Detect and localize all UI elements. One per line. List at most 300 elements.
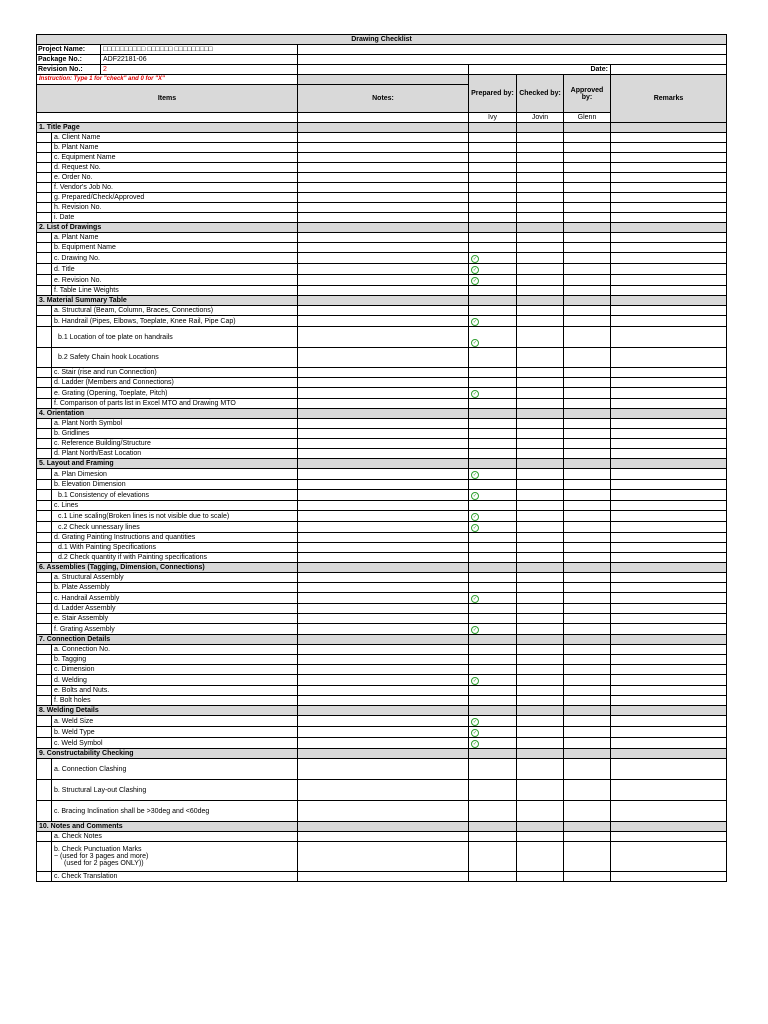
- approved-cell[interactable]: [564, 388, 611, 399]
- approved-cell[interactable]: [564, 203, 611, 213]
- checked-cell[interactable]: [517, 469, 564, 480]
- remarks-cell[interactable]: [611, 264, 727, 275]
- remarks-cell[interactable]: [611, 193, 727, 203]
- prepared-cell[interactable]: [469, 614, 517, 624]
- prepared-cell[interactable]: [469, 173, 517, 183]
- checked-cell[interactable]: [517, 533, 564, 543]
- prepared-cell[interactable]: [469, 275, 517, 286]
- checked-cell[interactable]: [517, 801, 564, 822]
- checked-cell[interactable]: [517, 183, 564, 193]
- prepared-cell[interactable]: [469, 368, 517, 378]
- prepared-cell[interactable]: [469, 183, 517, 193]
- notes-cell[interactable]: [298, 533, 469, 543]
- approved-cell[interactable]: [564, 645, 611, 655]
- remarks-cell[interactable]: [611, 233, 727, 243]
- approved-cell[interactable]: [564, 286, 611, 296]
- checked-cell[interactable]: [517, 614, 564, 624]
- remarks-cell[interactable]: [611, 780, 727, 801]
- notes-cell[interactable]: [298, 348, 469, 368]
- checked-cell[interactable]: [517, 716, 564, 727]
- notes-cell[interactable]: [298, 801, 469, 822]
- prepared-cell[interactable]: [469, 419, 517, 429]
- approved-cell[interactable]: [564, 193, 611, 203]
- checked-cell[interactable]: [517, 378, 564, 388]
- remarks-cell[interactable]: [611, 163, 727, 173]
- checked-cell[interactable]: [517, 193, 564, 203]
- checked-cell[interactable]: [517, 133, 564, 143]
- notes-cell[interactable]: [298, 832, 469, 842]
- approved-cell[interactable]: [564, 163, 611, 173]
- remarks-cell[interactable]: [611, 593, 727, 604]
- prepared-cell[interactable]: [469, 378, 517, 388]
- prepared-cell[interactable]: [469, 511, 517, 522]
- approved-cell[interactable]: [564, 153, 611, 163]
- remarks-cell[interactable]: [611, 275, 727, 286]
- item-label: f. Table Line Weights: [52, 286, 298, 296]
- notes-cell[interactable]: [298, 286, 469, 296]
- notes-cell[interactable]: [298, 675, 469, 686]
- approved-cell[interactable]: [564, 801, 611, 822]
- item-label: b. Equipment Name: [52, 243, 298, 253]
- approved-cell[interactable]: [564, 716, 611, 727]
- remarks-cell[interactable]: [611, 696, 727, 706]
- prepared-cell[interactable]: [469, 675, 517, 686]
- notes-cell[interactable]: [298, 543, 469, 553]
- checked-cell[interactable]: [517, 306, 564, 316]
- prepared-cell[interactable]: [469, 399, 517, 409]
- remarks-cell[interactable]: [611, 604, 727, 614]
- remarks-cell[interactable]: [611, 348, 727, 368]
- approved-cell[interactable]: [564, 593, 611, 604]
- checked-cell[interactable]: [517, 604, 564, 614]
- checked-cell[interactable]: [517, 624, 564, 635]
- remarks-cell[interactable]: [611, 801, 727, 822]
- item-label: a. Structural (Beam, Column, Braces, Connections): [52, 306, 298, 316]
- notes-cell[interactable]: [298, 233, 469, 243]
- checked-cell[interactable]: [517, 727, 564, 738]
- approved-cell[interactable]: [564, 511, 611, 522]
- notes-cell[interactable]: [298, 501, 469, 511]
- notes-cell[interactable]: [298, 655, 469, 665]
- remarks-cell[interactable]: [611, 727, 727, 738]
- checked-cell[interactable]: [517, 286, 564, 296]
- prepared-cell[interactable]: [469, 533, 517, 543]
- checked-cell[interactable]: [517, 429, 564, 439]
- approved-cell[interactable]: [564, 573, 611, 583]
- checked-cell[interactable]: [517, 327, 564, 348]
- approved-cell[interactable]: [564, 780, 611, 801]
- approved-cell[interactable]: [564, 686, 611, 696]
- checked-cell[interactable]: [517, 655, 564, 665]
- item-label: d.2 Check quantity if with Painting specifications: [52, 553, 298, 563]
- remarks-cell[interactable]: [611, 306, 727, 316]
- prepared-cell[interactable]: [469, 604, 517, 614]
- remarks-cell[interactable]: [611, 439, 727, 449]
- prepared-cell[interactable]: [469, 665, 517, 675]
- remarks-cell[interactable]: [611, 716, 727, 727]
- approved-cell[interactable]: [564, 439, 611, 449]
- checklist-row: [37, 183, 727, 193]
- prepared-cell[interactable]: [469, 306, 517, 316]
- remarks-cell[interactable]: [611, 511, 727, 522]
- remarks-cell[interactable]: [611, 624, 727, 635]
- checked-cell[interactable]: [517, 243, 564, 253]
- checked-cell[interactable]: [517, 399, 564, 409]
- remarks-cell[interactable]: [611, 686, 727, 696]
- checked-cell[interactable]: [517, 842, 564, 872]
- notes-cell[interactable]: [298, 645, 469, 655]
- checked-cell[interactable]: [517, 143, 564, 153]
- prepared-cell[interactable]: [469, 624, 517, 635]
- prepared-cell[interactable]: [469, 686, 517, 696]
- remarks-cell[interactable]: [611, 153, 727, 163]
- checked-cell[interactable]: [517, 675, 564, 686]
- remarks-cell[interactable]: [611, 378, 727, 388]
- checked-cell[interactable]: [517, 275, 564, 286]
- remarks-cell[interactable]: [611, 842, 727, 872]
- approved-cell[interactable]: [564, 727, 611, 738]
- checklist-row: [37, 604, 727, 614]
- prepared-cell[interactable]: [469, 872, 517, 882]
- notes-cell[interactable]: [298, 511, 469, 522]
- checked-cell[interactable]: [517, 233, 564, 243]
- checked-cell[interactable]: [517, 696, 564, 706]
- remarks-cell[interactable]: [611, 553, 727, 563]
- checked-cell[interactable]: [517, 780, 564, 801]
- prepared-cell[interactable]: [469, 655, 517, 665]
- remarks-cell[interactable]: [611, 143, 727, 153]
- approved-cell[interactable]: [564, 604, 611, 614]
- remarks-cell[interactable]: [611, 832, 727, 842]
- approved-cell[interactable]: [564, 533, 611, 543]
- checked-cell[interactable]: [517, 665, 564, 675]
- approved-cell[interactable]: [564, 696, 611, 706]
- notes-cell[interactable]: [298, 153, 469, 163]
- prepared-cell[interactable]: [469, 490, 517, 501]
- checked-cell[interactable]: [517, 264, 564, 275]
- remarks-cell[interactable]: [611, 645, 727, 655]
- notes-cell[interactable]: [298, 388, 469, 399]
- checked-cell[interactable]: [517, 501, 564, 511]
- notes-cell[interactable]: [298, 378, 469, 388]
- approved-cell[interactable]: [564, 624, 611, 635]
- prepared-cell[interactable]: [469, 153, 517, 163]
- notes-cell[interactable]: [298, 399, 469, 409]
- checked-cell[interactable]: [517, 439, 564, 449]
- remarks-cell[interactable]: [611, 614, 727, 624]
- notes-cell[interactable]: [298, 842, 469, 872]
- approved-cell[interactable]: [564, 543, 611, 553]
- checklist-row: [37, 133, 727, 143]
- prepared-cell[interactable]: [469, 801, 517, 822]
- approved-cell[interactable]: [564, 368, 611, 378]
- checked-cell[interactable]: [517, 573, 564, 583]
- remarks-cell[interactable]: [611, 665, 727, 675]
- notes-cell[interactable]: [298, 253, 469, 264]
- prepared-cell[interactable]: [469, 203, 517, 213]
- prepared-cell[interactable]: [469, 645, 517, 655]
- checked-cell[interactable]: [517, 163, 564, 173]
- approved-cell[interactable]: [564, 213, 611, 223]
- approved-cell[interactable]: [564, 264, 611, 275]
- remarks-cell[interactable]: [611, 872, 727, 882]
- checked-cell[interactable]: [517, 253, 564, 264]
- notes-cell[interactable]: [298, 553, 469, 563]
- prepared-cell[interactable]: [469, 243, 517, 253]
- remarks-cell[interactable]: [611, 522, 727, 533]
- prepared-cell[interactable]: [469, 738, 517, 749]
- checked-cell[interactable]: [517, 348, 564, 368]
- approved-cell[interactable]: [564, 553, 611, 563]
- checked-cell[interactable]: [517, 213, 564, 223]
- remarks-cell[interactable]: [611, 243, 727, 253]
- prepared-cell[interactable]: [469, 439, 517, 449]
- notes-cell[interactable]: [298, 480, 469, 490]
- prepared-cell[interactable]: [469, 133, 517, 143]
- approved-cell[interactable]: [564, 419, 611, 429]
- approved-cell[interactable]: [564, 183, 611, 193]
- checked-cell[interactable]: [517, 511, 564, 522]
- approved-cell[interactable]: [564, 173, 611, 183]
- checked-cell[interactable]: [517, 203, 564, 213]
- prepared-cell[interactable]: [469, 264, 517, 275]
- notes-cell[interactable]: [298, 759, 469, 780]
- notes-cell[interactable]: [298, 133, 469, 143]
- prepared-cell[interactable]: [469, 327, 517, 348]
- notes-cell[interactable]: [298, 306, 469, 316]
- notes-cell[interactable]: [298, 727, 469, 738]
- approved-cell[interactable]: [564, 429, 611, 439]
- checked-cell[interactable]: [517, 553, 564, 563]
- remarks-cell[interactable]: [611, 388, 727, 399]
- checked-cell[interactable]: [517, 738, 564, 749]
- approved-cell[interactable]: [564, 490, 611, 501]
- approved-by-name[interactable]: Glenn: [564, 113, 611, 123]
- remarks-cell[interactable]: [611, 655, 727, 665]
- approved-cell[interactable]: [564, 583, 611, 593]
- revision-value[interactable]: 2: [103, 66, 107, 73]
- notes-cell[interactable]: [298, 183, 469, 193]
- prepared-cell[interactable]: [469, 316, 517, 327]
- notes-cell[interactable]: [298, 449, 469, 459]
- checked-cell[interactable]: [517, 490, 564, 501]
- notes-cell[interactable]: [298, 143, 469, 153]
- remarks-cell[interactable]: [611, 738, 727, 749]
- prepared-cell[interactable]: [469, 233, 517, 243]
- prepared-cell[interactable]: [469, 348, 517, 368]
- notes-cell[interactable]: [298, 264, 469, 275]
- remarks-cell[interactable]: [611, 759, 727, 780]
- remarks-cell[interactable]: [611, 583, 727, 593]
- notes-cell[interactable]: [298, 583, 469, 593]
- remarks-cell[interactable]: [611, 429, 727, 439]
- approved-cell[interactable]: [564, 133, 611, 143]
- item-label: b. Elevation Dimension: [52, 480, 298, 490]
- checked-cell[interactable]: [517, 583, 564, 593]
- notes-cell[interactable]: [298, 429, 469, 439]
- notes-cell[interactable]: [298, 203, 469, 213]
- prepared-cell[interactable]: [469, 832, 517, 842]
- prepared-cell[interactable]: [469, 593, 517, 604]
- notes-cell[interactable]: [298, 243, 469, 253]
- approved-cell[interactable]: [564, 253, 611, 264]
- prepared-cell[interactable]: [469, 388, 517, 399]
- notes-cell[interactable]: [298, 665, 469, 675]
- notes-cell[interactable]: [298, 738, 469, 749]
- remarks-cell[interactable]: [611, 543, 727, 553]
- notes-cell[interactable]: [298, 490, 469, 501]
- notes-cell[interactable]: [298, 275, 469, 286]
- remarks-cell[interactable]: [611, 399, 727, 409]
- checked-cell[interactable]: [517, 153, 564, 163]
- prepared-cell[interactable]: [469, 727, 517, 738]
- remarks-cell[interactable]: [611, 213, 727, 223]
- prepared-cell[interactable]: [469, 429, 517, 439]
- approved-cell[interactable]: [564, 327, 611, 348]
- prepared-by-name[interactable]: Ivy: [469, 113, 517, 123]
- prepared-cell[interactable]: [469, 522, 517, 533]
- approved-cell[interactable]: [564, 306, 611, 316]
- approved-cell[interactable]: [564, 469, 611, 480]
- remarks-cell[interactable]: [611, 480, 727, 490]
- notes-cell[interactable]: [298, 469, 469, 480]
- notes-cell[interactable]: [298, 327, 469, 348]
- remarks-cell[interactable]: [611, 173, 727, 183]
- checked-cell[interactable]: [517, 388, 564, 399]
- prepared-cell[interactable]: [469, 696, 517, 706]
- notes-cell[interactable]: [298, 193, 469, 203]
- remarks-cell[interactable]: [611, 316, 727, 327]
- notes-cell[interactable]: [298, 419, 469, 429]
- checked-cell[interactable]: [517, 449, 564, 459]
- prepared-cell[interactable]: [469, 193, 517, 203]
- prepared-cell[interactable]: [469, 583, 517, 593]
- notes-cell[interactable]: [298, 696, 469, 706]
- approved-cell[interactable]: [564, 501, 611, 511]
- notes-cell[interactable]: [298, 316, 469, 327]
- prepared-cell[interactable]: [469, 573, 517, 583]
- prepared-cell[interactable]: [469, 163, 517, 173]
- notes-cell[interactable]: [298, 213, 469, 223]
- approved-cell[interactable]: [564, 759, 611, 780]
- checked-cell[interactable]: [517, 759, 564, 780]
- approved-cell[interactable]: [564, 378, 611, 388]
- remarks-cell[interactable]: [611, 449, 727, 459]
- checked-cell[interactable]: [517, 686, 564, 696]
- remarks-cell[interactable]: [611, 469, 727, 480]
- approved-cell[interactable]: [564, 614, 611, 624]
- checked-cell[interactable]: [517, 173, 564, 183]
- approved-cell[interactable]: [564, 675, 611, 686]
- remarks-cell[interactable]: [611, 419, 727, 429]
- approved-cell[interactable]: [564, 399, 611, 409]
- checked-cell[interactable]: [517, 419, 564, 429]
- notes-cell[interactable]: [298, 780, 469, 801]
- date-field[interactable]: [611, 65, 727, 75]
- prepared-cell[interactable]: [469, 553, 517, 563]
- prepared-cell[interactable]: [469, 286, 517, 296]
- approved-cell[interactable]: [564, 233, 611, 243]
- checked-cell[interactable]: [517, 522, 564, 533]
- approved-cell[interactable]: [564, 348, 611, 368]
- approved-cell[interactable]: [564, 275, 611, 286]
- approved-cell[interactable]: [564, 480, 611, 490]
- notes-cell[interactable]: [298, 614, 469, 624]
- checked-cell[interactable]: [517, 832, 564, 842]
- prepared-cell[interactable]: [469, 501, 517, 511]
- approved-cell[interactable]: [564, 665, 611, 675]
- remarks-cell[interactable]: [611, 183, 727, 193]
- remarks-cell[interactable]: [611, 253, 727, 264]
- approved-cell[interactable]: [564, 872, 611, 882]
- notes-cell[interactable]: [298, 593, 469, 604]
- approved-cell[interactable]: [564, 143, 611, 153]
- prepared-cell[interactable]: [469, 253, 517, 264]
- notes-cell[interactable]: [298, 624, 469, 635]
- remarks-cell[interactable]: [611, 533, 727, 543]
- remarks-cell[interactable]: [611, 203, 727, 213]
- notes-cell[interactable]: [298, 522, 469, 533]
- prepared-cell[interactable]: [469, 469, 517, 480]
- checked-cell[interactable]: [517, 543, 564, 553]
- notes-cell[interactable]: [298, 604, 469, 614]
- notes-cell[interactable]: [298, 173, 469, 183]
- prepared-cell[interactable]: [469, 543, 517, 553]
- package-value[interactable]: ADF22181-06: [103, 56, 147, 63]
- approved-cell[interactable]: [564, 655, 611, 665]
- approved-cell[interactable]: [564, 243, 611, 253]
- remarks-cell[interactable]: [611, 286, 727, 296]
- approved-cell[interactable]: [564, 842, 611, 872]
- notes-cell[interactable]: [298, 368, 469, 378]
- remarks-cell[interactable]: [611, 490, 727, 501]
- remarks-cell[interactable]: [611, 573, 727, 583]
- remarks-cell[interactable]: [611, 327, 727, 348]
- prepared-cell[interactable]: [469, 480, 517, 490]
- prepared-cell[interactable]: [469, 780, 517, 801]
- checked-cell[interactable]: [517, 480, 564, 490]
- notes-cell[interactable]: [298, 716, 469, 727]
- approved-cell[interactable]: [564, 316, 611, 327]
- notes-cell[interactable]: [298, 872, 469, 882]
- prepared-cell[interactable]: [469, 143, 517, 153]
- prepared-cell[interactable]: [469, 759, 517, 780]
- checked-by-name[interactable]: Jovin: [517, 113, 564, 123]
- notes-cell[interactable]: [298, 439, 469, 449]
- approved-cell[interactable]: [564, 832, 611, 842]
- notes-cell[interactable]: [298, 573, 469, 583]
- remarks-cell[interactable]: [611, 501, 727, 511]
- remarks-cell[interactable]: [611, 133, 727, 143]
- checked-cell[interactable]: [517, 316, 564, 327]
- approved-cell[interactable]: [564, 738, 611, 749]
- checked-cell[interactable]: [517, 645, 564, 655]
- prepared-cell[interactable]: [469, 842, 517, 872]
- remarks-cell[interactable]: [611, 675, 727, 686]
- notes-cell[interactable]: [298, 163, 469, 173]
- checked-cell[interactable]: [517, 593, 564, 604]
- remarks-cell[interactable]: [611, 368, 727, 378]
- checked-cell[interactable]: [517, 872, 564, 882]
- prepared-cell[interactable]: [469, 716, 517, 727]
- approved-cell[interactable]: [564, 449, 611, 459]
- notes-cell[interactable]: [298, 686, 469, 696]
- prepared-cell[interactable]: [469, 213, 517, 223]
- checked-cell[interactable]: [517, 368, 564, 378]
- approved-cell[interactable]: [564, 522, 611, 533]
- project-name-value[interactable]: □□□□□□□□□□ □□□□□□ □□□□□□□□□: [103, 46, 213, 53]
- prepared-cell[interactable]: [469, 449, 517, 459]
